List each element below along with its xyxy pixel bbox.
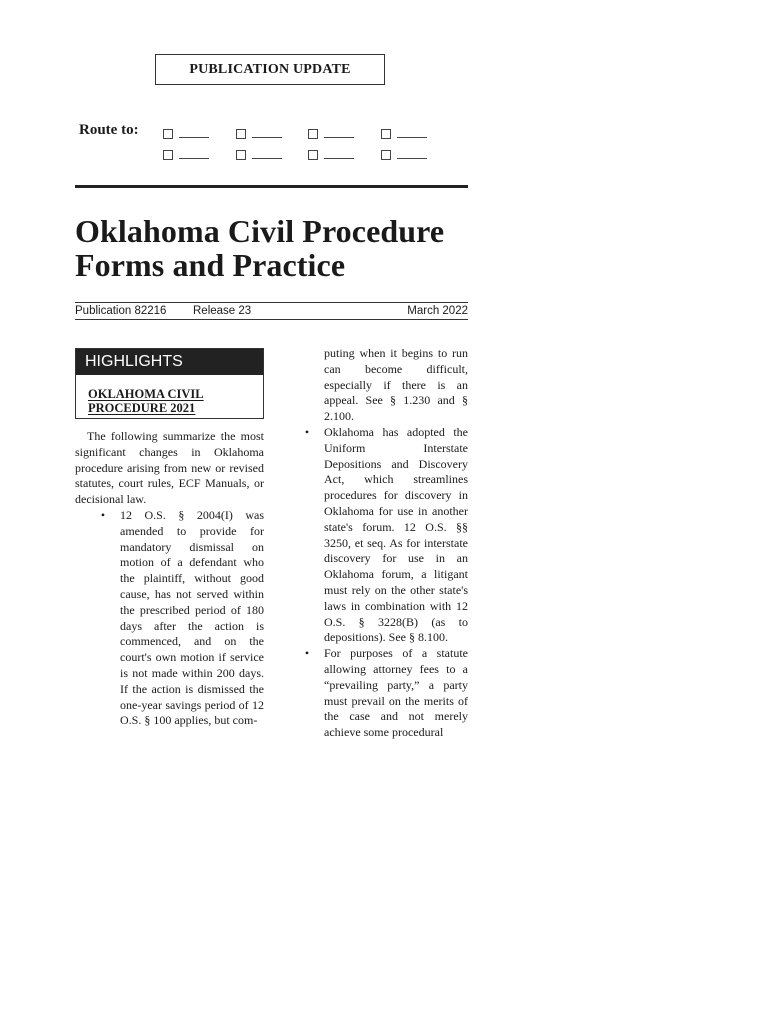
bullet-continuation: puting when it begins to run can become difficult, especially if there is an appeal. See § 1.230 and § 2.100. xyxy=(324,346,468,424)
route-checkbox[interactable] xyxy=(163,150,173,160)
route-blank-line xyxy=(179,137,209,138)
bullet-item xyxy=(303,425,468,646)
bullet-item xyxy=(303,646,468,741)
route-item[interactable] xyxy=(163,129,236,139)
route-item[interactable] xyxy=(381,150,454,160)
publication-meta-bar xyxy=(75,302,468,320)
route-checkbox[interactable] xyxy=(308,150,318,160)
route-checkbox[interactable] xyxy=(381,150,391,160)
document-title xyxy=(75,214,475,282)
highlights-subtitle-line-1: OKLAHOMA CIVIL xyxy=(88,387,204,401)
route-checkbox[interactable] xyxy=(236,150,246,160)
bullet-text: 12 O.S. § 2004(I) was amended to provide for mandatory dismissal on motion of a defendant who the plaintiff, without good cause, has not served within the prescribed period of 180 days after the action is commenced, and on the court's own motion if service is not made within 200 days. If the action is dismissed the one-year savings period of 12 O.S. § 100 applies, but com- xyxy=(120,507,264,728)
route-item[interactable] xyxy=(236,129,309,139)
route-blank-line xyxy=(252,158,282,159)
highlights-box xyxy=(75,348,264,419)
release-number: Release 23 xyxy=(193,305,252,317)
publication-number: Publication 82216 xyxy=(75,305,167,317)
route-item[interactable] xyxy=(236,150,309,160)
bullet-item xyxy=(99,508,264,729)
header-divider xyxy=(75,185,468,188)
intro-paragraph: The following summarize the most significant changes in Oklahoma procedure arising from new or revised statutes, court rules, ECF Manuals, or decisional law. xyxy=(75,429,264,507)
route-blank-line xyxy=(397,158,427,159)
route-to-label: Route to: xyxy=(79,122,139,138)
route-blank-line xyxy=(179,158,209,159)
route-checkbox[interactable] xyxy=(236,129,246,139)
title-line-1: Oklahoma Civil Procedure xyxy=(75,213,445,249)
route-checkbox-grid xyxy=(163,123,453,165)
publication-date: March 2022 xyxy=(407,305,468,317)
route-blank-line xyxy=(252,137,282,138)
route-checkbox[interactable] xyxy=(381,129,391,139)
route-row xyxy=(163,123,453,144)
route-blank-line xyxy=(324,158,354,159)
route-blank-line xyxy=(324,137,354,138)
route-checkbox[interactable] xyxy=(308,129,318,139)
highlights-subtitle xyxy=(88,387,204,415)
bullet-text: Oklahoma has adopted the Uniform Interstate Depositions and Discovery Act, which streamlines procedures for discovery in Oklahoma for use in another state's forum. 12 O.S. §§ 3250, et seq. As for interstate discovery for use in an Oklahoma forum, a litigant must rely on the other state's laws in combination with 12 O.S. § 3228(B) (as to depositions). See § 8.100. xyxy=(324,424,468,645)
bullet-marker: • xyxy=(100,507,106,522)
body-right-column xyxy=(303,346,468,741)
route-item[interactable] xyxy=(163,150,236,160)
route-checkbox[interactable] xyxy=(163,129,173,139)
route-item[interactable] xyxy=(308,129,381,139)
route-item[interactable] xyxy=(308,150,381,160)
title-line-2: Forms and Practice xyxy=(75,247,346,283)
route-blank-line xyxy=(397,137,427,138)
highlights-header: HIGHLIGHTS xyxy=(76,349,263,375)
bullet-text: For purposes of a statute allowing attorney fees to a “prevailing party,” a party must prevail on the merits of the case and not merely achieve some procedural xyxy=(324,646,468,740)
body-left-column xyxy=(75,429,264,729)
publication-update-box: PUBLICATION UPDATE xyxy=(155,54,385,85)
route-row xyxy=(163,144,453,165)
highlights-subtitle-line-2: PROCEDURE 2021 xyxy=(88,401,196,415)
route-item[interactable] xyxy=(381,129,454,139)
bullet-marker: • xyxy=(304,424,310,439)
bullet-marker: • xyxy=(304,646,310,661)
